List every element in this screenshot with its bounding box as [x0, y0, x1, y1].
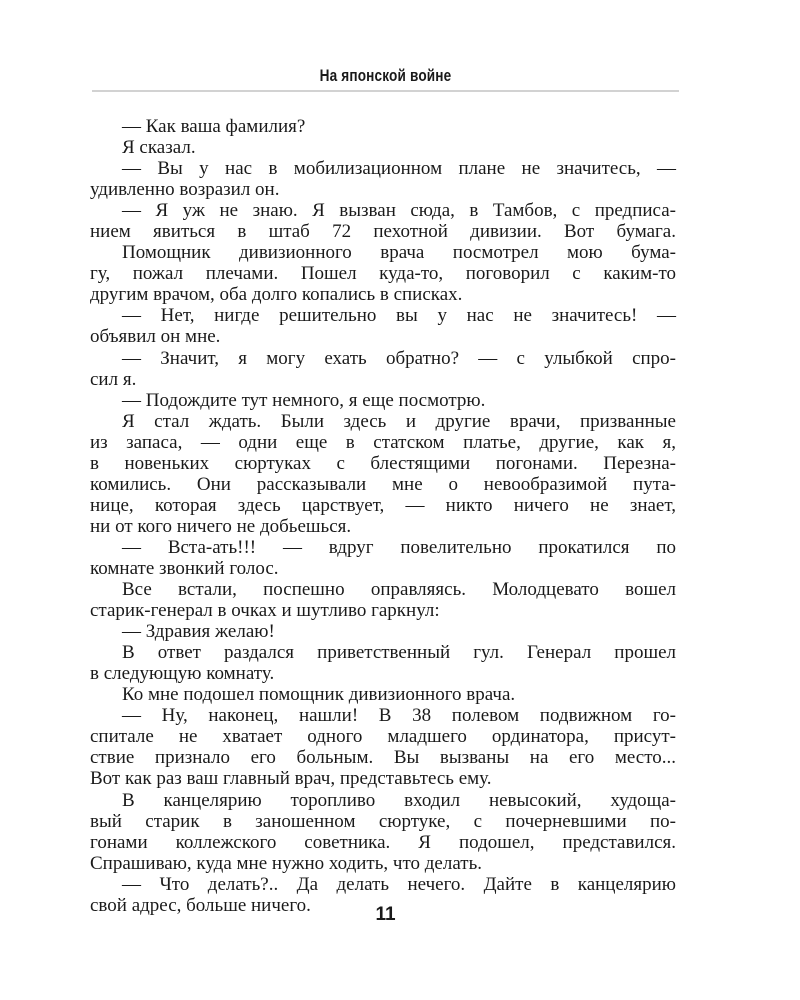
text-line: гонами коллежского советника. Я подошел, представился. [90, 831, 676, 853]
text-line: удивленно возразил он. [90, 179, 280, 201]
text-line: — Как ваша фамилия? [122, 116, 306, 137]
text-line: — Что делать?.. Да делать нечего. Дайте в канцелярию [122, 873, 676, 895]
text-line: в следующую комнату. [90, 663, 275, 685]
text-line: — Вста-ать!!! — вдруг повелительно прокатился по [122, 536, 676, 558]
text-line: В канцелярию торопливо входил невысокий, худоща- [122, 789, 676, 811]
text-line: — Я уж не знаю. Я вызван сюда, в Тамбов, с предписа- [122, 200, 676, 222]
text-line: — Вы у нас в мобилизационном плане не значитесь, — [122, 158, 676, 180]
text-line: спитале не хватает одного младшего ординатора, присут- [90, 726, 676, 748]
text-line: В ответ раздался приветственный гул. Генерал прошел [122, 642, 676, 664]
text-line: Я сказал. [122, 137, 196, 159]
text-line: в новеньких сюртуках с блестящими погонами. Перезна- [90, 452, 676, 474]
text-line: — Здравия желаю! [122, 621, 275, 643]
text-line: Вот как раз ваш главный врач, представьтесь ему. [90, 768, 492, 790]
text-line: сил я. [90, 368, 137, 390]
text-line: ни от кого ничего не добьешься. [90, 515, 352, 537]
text-line: — Нет, нигде решительно вы у нас не значитесь! — [122, 305, 676, 327]
text-line: — Подождите тут немного, я еще посмотрю. [122, 389, 486, 411]
text-line: Все встали, поспешно оправляясь. Молодцевато вошел [122, 579, 676, 601]
text-line: ствие признало его больным. Вы вызваны на его место... [90, 747, 676, 769]
text-line: гу, пожал плечами. Пошел куда-то, поговорил с каким-то [90, 263, 676, 285]
text-line: другим врачом, оба долго копались в списках. [90, 284, 463, 306]
text-line: — Значит, я могу ехать обратно? — с улыбкой спро- [122, 347, 676, 369]
text-line: комнате звонкий голос. [90, 557, 279, 579]
text-line: из запаса, — одни еще в статском платье, другие, как я, [90, 431, 676, 453]
text-line: свой адрес, больше ничего. [90, 894, 311, 916]
page-number: 11 [375, 904, 396, 925]
text-line: Ко мне подошел помощник дивизионного врача. [122, 684, 516, 706]
text-line: старик-генерал в очках и шутливо гаркнул: [90, 600, 440, 622]
running-head: На японской войне [319, 66, 452, 85]
text-line: — Ну, наконец, нашли! В 38 полевом подвижном го- [122, 705, 676, 727]
body-text [90, 116, 676, 916]
text-line: объявил он мне. [90, 326, 221, 348]
text-line: вый старик в заношенном сюртуке, с почерневшими по- [90, 810, 676, 832]
text-line: Помощник дивизионного врача посмотрел мою бума- [122, 242, 676, 264]
text-line: нице, которая здесь царствует, — никто ничего не знает, [90, 494, 676, 516]
text-line: нием явиться в штаб 72 пехотной дивизии. Вот бумага. [90, 221, 676, 243]
text-line: комились. Они рассказывали мне о невообразимой пута- [90, 473, 676, 495]
text-line: Спрашиваю, куда мне нужно ходить, что делать. [90, 852, 483, 874]
header-rule [92, 90, 679, 92]
text-line: Я стал ждать. Были здесь и другие врачи, призванные [122, 410, 676, 432]
